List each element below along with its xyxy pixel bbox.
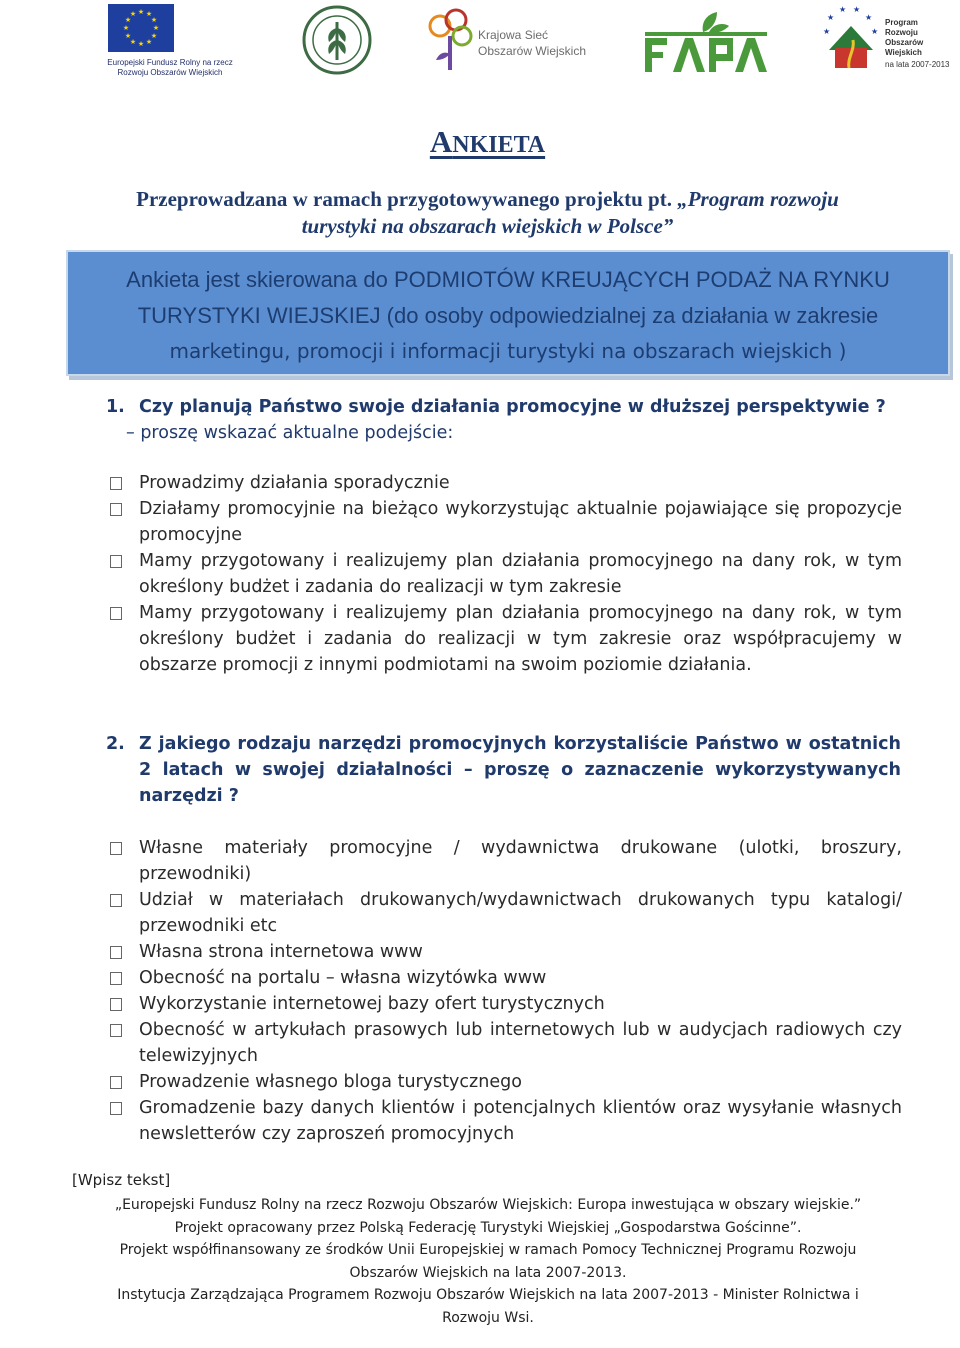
svg-text:★: ★	[137, 40, 145, 48]
ministry-seal-logo	[302, 4, 372, 76]
question-text: Z jakiego rodzaju narzędzi promocyjnych korzystaliście Państwo w ostatnich 2 latach w swojej działalności – proszę o zaznaczenie wykorzystywanych narzędzi ?	[139, 734, 901, 806]
eu-flag-icon	[108, 4, 174, 52]
option-item[interactable]	[110, 548, 902, 600]
svg-text:★: ★	[129, 38, 137, 46]
checkbox[interactable]	[110, 555, 122, 568]
checkbox[interactable]	[110, 477, 122, 490]
question-1-options	[110, 470, 902, 678]
subtitle-project-name: turystyki na obszarach wiejskich w Polsce”	[301, 214, 674, 238]
svg-text:★: ★	[823, 27, 831, 36]
footer-line: Instytucja Zarządzająca Programem Rozwoju Obszarów Wiejskich na lata 2007-2013 - Minister Rolnictwa i Rozwoju Wsi.	[117, 1287, 859, 1326]
svg-text:★: ★	[827, 13, 835, 22]
option-label: Prowadzimy działania sporadycznie	[139, 473, 450, 493]
ksow-logo-text: Krajowa Sieć	[478, 28, 549, 42]
svg-text:★: ★	[124, 32, 132, 40]
fapa-logo	[643, 10, 769, 74]
intro-line: Ankieta jest skierowana do PODMIOTÓW KREUJĄCYCH PODAŻ NA RYNKU	[126, 267, 890, 292]
option-label: Mamy przygotowany i realizujemy plan działania promocyjnego na dany rok, w tym określony budżet i zadania do realizacji w tym zakresie oraz współpracujemy w obszarze promocji z innymi podmiotami na swoim poziomie działania.	[139, 603, 902, 675]
question-number: 2.	[106, 734, 125, 754]
option-item[interactable]	[110, 600, 902, 678]
prow-house-icon	[819, 4, 883, 76]
question-2-options	[110, 835, 902, 1147]
option-item[interactable]	[110, 1017, 902, 1069]
prow-logo-text: Rozwoju	[885, 28, 918, 37]
checkbox[interactable]	[110, 1102, 122, 1115]
svg-text:★: ★	[145, 10, 153, 18]
question-1	[106, 394, 901, 446]
option-label: Gromadzenie bazy danych klientów i potencjalnych klientów oraz wysyłanie własnych newsletterów czy zaproszeń promocyjnych	[139, 1098, 902, 1144]
checkbox[interactable]	[110, 607, 122, 620]
option-item[interactable]	[110, 1069, 902, 1095]
svg-text:★: ★	[152, 24, 160, 32]
prow-logo-text: Wiejskich	[885, 48, 922, 57]
option-item[interactable]	[110, 939, 902, 965]
checkbox[interactable]	[110, 1076, 122, 1089]
subtitle-project-name: „Program rozwoju	[677, 187, 839, 211]
question-hint: – proszę wskazać aktualne podejście:	[126, 423, 454, 443]
question-2	[106, 731, 901, 809]
option-label: Obecność w artykułach prasowych lub internetowych lub w audycjach radiowych czy telewizyjnych	[139, 1020, 902, 1066]
option-label: Obecność na portalu – własna wizytówka www	[139, 968, 547, 988]
title-rest: NKIETA	[452, 132, 546, 158]
question-text: Czy planują Państwo swoje działania promocyjne w dłuższej perspektywie ?	[139, 397, 886, 417]
svg-text:★: ★	[145, 38, 153, 46]
prow-logo-text: Program	[885, 18, 918, 27]
footer-line: Projekt opracowany przez Polską Federację Turystyki Wiejskiej „Gospodarstwa Gościnne”.	[174, 1219, 802, 1236]
svg-text:★: ★	[871, 27, 879, 36]
prow-logo	[819, 4, 949, 76]
project-subtitle	[60, 186, 915, 240]
checkbox[interactable]	[110, 946, 122, 959]
ksow-flower-icon	[426, 6, 476, 74]
eu-logo-caption: Rozwoju Obszarów Wiejskich	[117, 68, 223, 77]
option-item[interactable]	[110, 991, 902, 1017]
option-label: Własna strona internetowa www	[139, 942, 423, 962]
svg-text:★: ★	[853, 5, 861, 14]
checkbox[interactable]	[110, 1024, 122, 1037]
svg-text:★: ★	[124, 16, 132, 24]
question-number: 1.	[106, 397, 125, 417]
prow-logo-text: Obszarów	[885, 38, 924, 47]
ksow-logo-text: Obszarów Wiejskich	[478, 44, 587, 58]
option-item[interactable]	[110, 887, 902, 939]
checkbox[interactable]	[110, 894, 122, 907]
intro-box	[66, 250, 950, 376]
footer-line: „Europejski Fundusz Rolny na rzecz Rozwoju Obszarów Wiejskich: Europa inwestująca w obszary wiejskie.”	[114, 1197, 862, 1213]
header-placeholder-text: [Wpisz tekst]	[72, 1171, 171, 1189]
footer	[88, 1194, 888, 1329]
option-label: Wykorzystanie internetowej bazy ofert turystycznych	[139, 994, 605, 1014]
option-label: Działamy promocyjnie na bieżąco wykorzystując aktualnie pojawiające się propozycje promocyjne	[139, 499, 902, 545]
intro-line: marketingu, promocji i informacji turystyki na obszarach wiejskich )	[169, 339, 847, 363]
checkbox[interactable]	[110, 998, 122, 1011]
checkbox[interactable]	[110, 503, 122, 516]
eu-flag-logo	[84, 4, 256, 78]
page-title	[0, 124, 960, 160]
subtitle-prefix: Przeprowadzana w ramach przygotowywanego projektu pt.	[136, 187, 678, 211]
option-label: Mamy przygotowany i realizujemy plan działania promocyjnego na dany rok, w tym określony budżet i zadania do realizacji w tym zakresie	[139, 551, 902, 597]
checkbox[interactable]	[110, 842, 122, 855]
option-item[interactable]	[110, 835, 902, 887]
svg-text:★: ★	[865, 13, 873, 22]
option-label: Własne materiały promocyjne / wydawnictwa drukowane (ulotki, broszury, przewodniki)	[139, 838, 902, 884]
logo-strip	[0, 0, 960, 90]
svg-text:★: ★	[129, 10, 137, 18]
ksow-logo	[426, 6, 598, 74]
title-first-letter: A	[429, 124, 453, 159]
svg-text:★: ★	[839, 5, 847, 14]
option-item[interactable]	[110, 1095, 902, 1147]
checkbox[interactable]	[110, 972, 122, 985]
option-label: Udział w materiałach drukowanych/wydawnictwach drukowanych typu katalogi/ przewodniki etc	[139, 890, 902, 936]
svg-text:★: ★	[150, 32, 158, 40]
svg-text:★: ★	[122, 24, 130, 32]
option-item[interactable]	[110, 496, 902, 548]
option-item[interactable]	[110, 470, 902, 496]
svg-text:★: ★	[137, 8, 145, 16]
footer-line: Projekt współfinansowany ze środków Unii Europejskiej w ramach Pomocy Technicznej Programu Rozwoju Obszarów Wiejskich na lata 2007-2013.	[119, 1242, 857, 1281]
prow-logo-text: na lata 2007-2013	[885, 60, 950, 69]
svg-text:★: ★	[150, 16, 158, 24]
option-label: Prowadzenie własnego bloga turystycznego	[139, 1072, 522, 1092]
eu-logo-caption: Europejski Fundusz Rolny na rzecz	[107, 58, 233, 67]
intro-line: TURYSTYKI WIEJSKIEJ (do osoby odpowiedzialnej za działania w zakresie	[137, 303, 879, 328]
option-item[interactable]	[110, 965, 902, 991]
